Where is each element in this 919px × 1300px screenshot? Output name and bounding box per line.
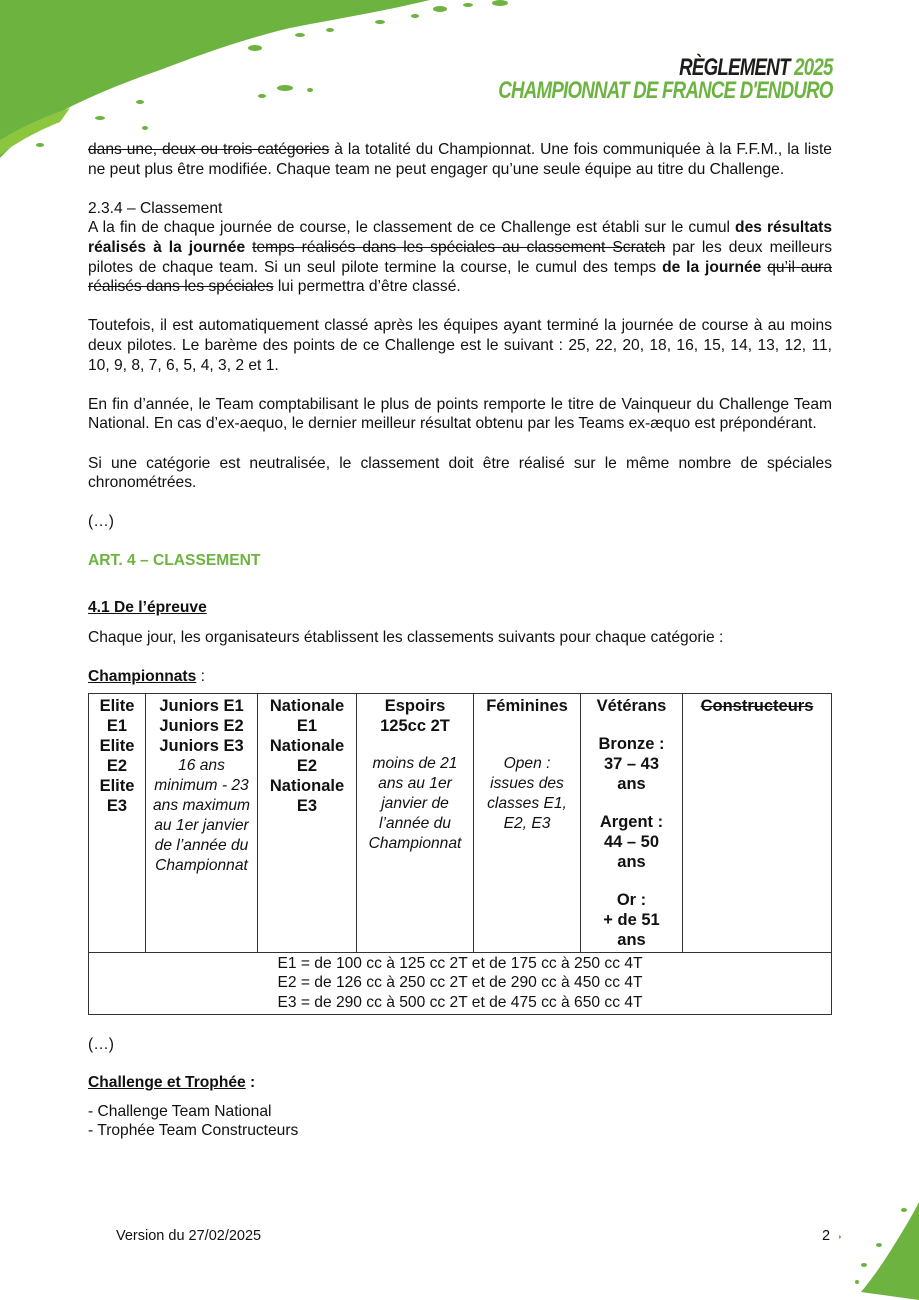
championnats-label: Championnats : [88,668,205,686]
document-body [88,140,832,1141]
cell-constructeurs: Constructeurs [683,693,832,952]
list-item: - Trophée Team Constructeurs [88,1122,299,1140]
cell-classes-definitions: E1 = de 100 cc à 125 cc 2T et de 175 cc à 250 cc 4T E2 = de 126 cc à 250 cc 2T et de 290 cc à 450 cc 4T E3 = de 290 cc à 500 cc 2T et de 475 cc à 650 cc 4T [89,952,832,1014]
cell-veterans: Vétérans Bronze : 37 – 43 ans Argent : 44 – 50 ans Or : + de 51 ans [581,693,683,952]
header-championship: CHAMPIONNAT DE FRANCE D'ENDURO [498,77,833,104]
green-brush-decoration-bottom [839,1190,919,1300]
cell-nationale: Nationale E1 Nationale E2 Nationale E3 [258,693,357,952]
ellipsis: (…) [88,513,114,531]
paragraph-classement: A la fin de chaque journée de course, le classement de ce Challenge est établi sur le cumul des résultats réalisés à la journée temps réalisés dans les spéciales au classement Scratch par les deux meilleurs pilotes de chaque team. Si un seul pilote termine la course, le cumul des temps de la journée qu’il aura réalisés dans les spéciales lui permettra d’être classé. [88,219,833,296]
page-number: 2 [822,1228,831,1244]
paragraph-team-list: dans une, deux ou trois catégories à la totalité du Championnat. Une fois communiquée à la F.F.M., la liste ne peut plus être modifiée. Chaque team ne peut engager qu’une seule équipe au titre du Challenge. [88,141,832,178]
document-header-title [499,56,833,102]
cell-elite: Elite E1 Elite E2 Elite E3 [89,693,146,952]
footer-version: Version du 27/02/2025 [116,1228,262,1244]
list-item: - Challenge Team National [88,1102,272,1120]
paragraph-chaque-jour: Chaque jour, les organisateurs établissent les classements suivants pour chaque catégorie : [88,628,724,646]
header-year: 2025 [794,54,833,81]
header-reglement: RÈGLEMENT [679,54,791,81]
paragraph-fin-annee: En fin d’année, le Team comptabilisant le plus de points remporte le titre de Vainqueur du Challenge Team National. En cas d’ex-aequo, le dernier meilleur résultat obtenu par les Teams ex-æquo est prépondérant. [88,395,832,433]
section-4-1-heading: 4.1 De l’épreuve [88,599,207,617]
cell-espoirs: Espoirs 125cc 2T moins de 21 ans au 1er janvier de l’année du Championnat [357,693,474,952]
cell-juniors: Juniors E1 Juniors E2 Juniors E3 16 ans minimum - 23 ans maximum au 1er janvier de l’année du Championnat [146,693,258,952]
challenge-trophee-label: Challenge et Trophée : [88,1074,256,1092]
section-2-3-4-heading: 2.3.4 – Classement [88,199,223,217]
paragraph-toutefois: Toutefois, il est automatiquement classé après les équipes ayant terminé la journée de course à au moins deux pilotes. Le barème des points de ce Challenge est le suivant : 25, 22, 20, 18, 16, 15, 14, 13, 12, 11, 10, 9, 8, 7, 6, 5, 4, 3, 2 et 1. [88,317,832,374]
paragraph-neutralisee: Si une catégorie est neutralisée, le classement doit être réalisé sur le même nombre de spéciales chronométrées. [88,454,832,492]
cell-feminines: Féminines Open : issues des classes E1, E2, E3 [474,693,581,952]
ellipsis-2: (…) [88,1035,114,1053]
championnats-table [88,693,832,1015]
article-4-heading: ART. 4 – CLASSEMENT [88,552,261,570]
